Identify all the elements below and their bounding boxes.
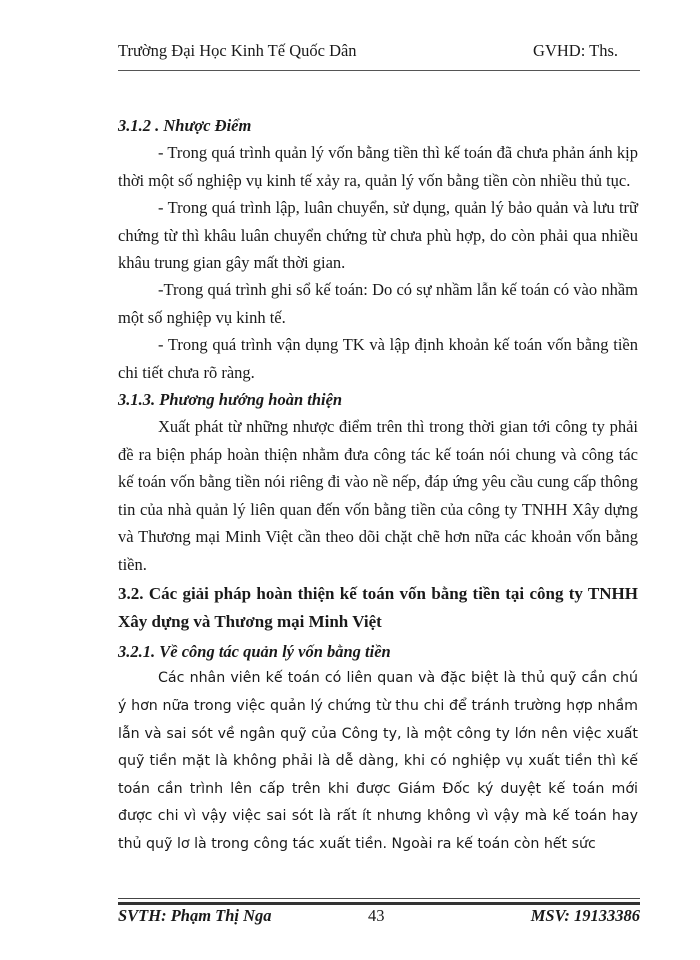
footer-divider-thin [118,898,640,899]
paragraph: - Trong quá trình quản lý vốn bằng tiền thì kế toán đã chưa phản ánh kịp thời một số nghiệp vụ kinh tế xảy ra, quản lý vốn bằng tiền còn nhiều thủ tục. [118,143,638,190]
paragraph: Xuất phát từ những nhược điểm trên thì trong thời gian tới công ty phải đề ra biện pháp hoàn thiện nhằm đưa công tác kế toán nói chung và công tác kế toán vốn bằng tiền nói riêng đi vào nề nếp, đáp ứng yêu cầu cung cấp thông tin của nhà quản lý liên quan đến vốn bằng tiền của công ty TNHH Xây dựng và Thương mại Minh Việt cần theo dõi chặt chẽ hơn nữa các khoản vốn bằng tiền. [118,417,638,574]
section-heading-3-2: 3.2. Các giải pháp hoàn thiện kế toán vốn bằng tiền tại công ty TNHH Xây dựng và Thương mại Minh Việt [118,583,638,631]
document-body [118,112,638,858]
page-number: 43 [368,906,385,925]
section-heading-3-2-1: 3.2.1. Về công tác quản lý vốn bằng tiền [118,641,391,661]
paragraph: -Trong quá trình ghi sổ kế toán: Do có sự nhầm lẫn kế toán có vào nhầm một số nghiệp vụ kinh tế. [118,280,638,327]
footer-student-id: MSV: 19133386 [530,906,640,925]
section-heading-3-1-2: 3.1.2 . Nhược Điểm [118,116,252,135]
header-divider [118,70,640,71]
header-school: Trường Đại Học Kinh Tế Quốc Dân [118,41,357,60]
page-footer [118,906,640,930]
footer-student: SVTH: Phạm Thị Nga [118,906,272,925]
section-heading-3-1-3: 3.1.3. Phương hướng hoàn thiện [118,390,343,410]
header-advisor: GVHD: Ths. [533,41,618,60]
paragraph: Các nhân viên kế toán có liên quan và đặc biệt là thủ quỹ cần chú ý hơn nữa trong việc quản lý chứng từ thu chi để tránh trường hợp nhầm lẫn và sai sót về ngân quỹ của Công ty, là một công ty lớn nên việc xuất quỹ tiền mặt là không phải là dễ dàng, khi có nghiệp vụ xuất tiền thì kế toán cần trình lên cấp trên khi được Giám Đốc ký duyệt kế toán mới được chi vì vậy việc sai sót là rất ít nhưng không vì vậy mà kế toán hay thủ quỹ lơ là trong công tác xuất tiền. Ngoài ra kế toán còn hết sức [118,670,638,852]
footer-divider-thick [118,902,640,905]
page-header [118,40,618,62]
paragraph: - Trong quá trình vận dụng TK và lập định khoản kế toán vốn bằng tiền chi tiết chưa rõ ràng. [118,335,638,382]
paragraph: - Trong quá trình lập, luân chuyển, sử dụng, quản lý bảo quản và lưu trữ chứng từ thì khâu luân chuyển chứng từ chưa phù hợp, do còn phải qua nhiều khâu trung gian gây mất thời gian. [118,198,638,273]
